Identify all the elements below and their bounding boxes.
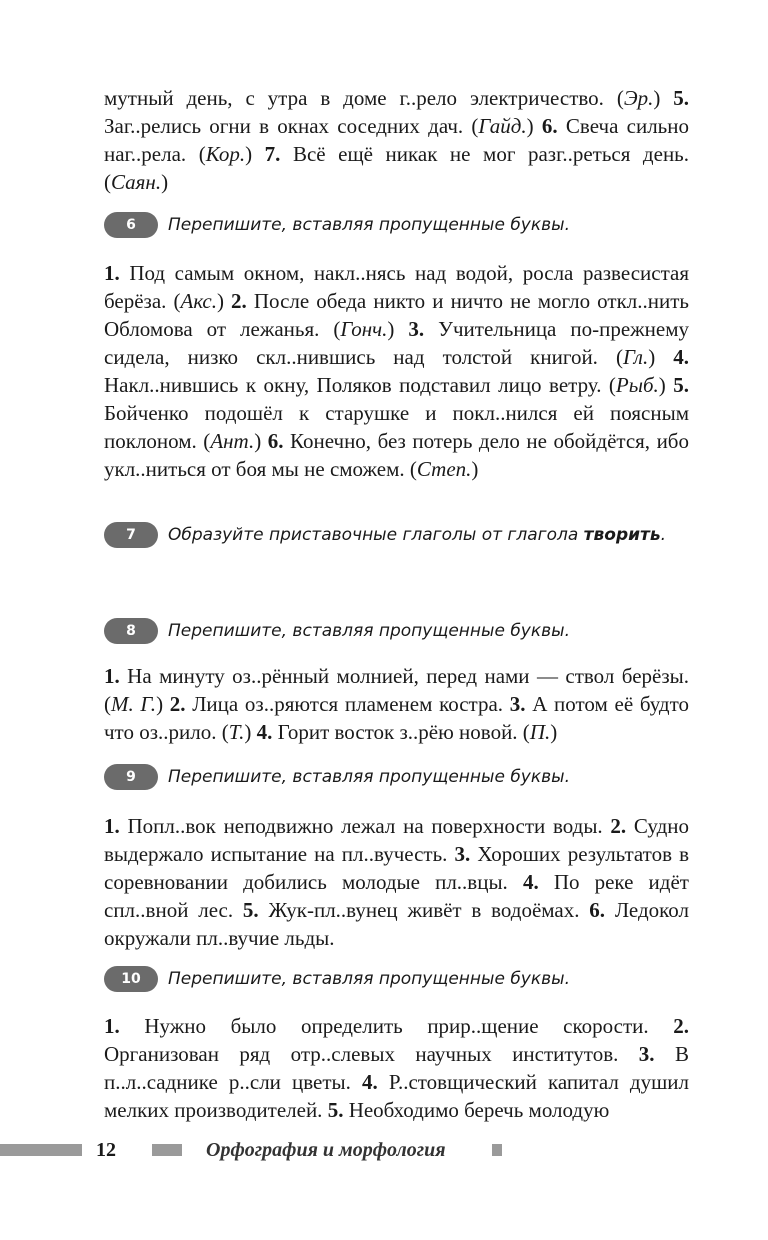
task-10-exercise-text: 1. Нужно было определить прир..щение скорости. 2. Организован ряд отр..слевых научных институтов. 3. В п..л..саднике р..сли цветы. 4. Р..стовщический капитал душил мелких производителей. 5. Необходимо беречь молодую [104,1014,689,1122]
task-instruction: Перепишите, вставляя пропущенные буквы. [168,621,570,641]
page-number: 12 [96,1139,116,1161]
task-instruction: Перепишите, вставляя пропущенные буквы. [168,969,570,989]
task-number-badge: 8 [104,618,158,644]
footer-decorative-bar [492,1144,502,1156]
task-number-badge: 7 [104,522,158,548]
section-title: Орфография и морфология [206,1139,446,1161]
task-10-header [104,966,704,993]
footer-decorative-bar [0,1144,82,1156]
task-6-header [104,212,704,239]
task-9-exercise-text: 1. Попл..вок неподвижно лежал на поверхности воды. 2. Судно выдержало испытание на пл..вучесть. 3. Хороших результатов в соревновании добились молодые пл..вцы. 4. По реке идёт спл..вной лес. 5. Жук-пл..вунец живёт в водоёмах. 6. Ледокол окружали пл..вучие льды. [104,814,690,950]
task-number-badge: 10 [104,966,158,992]
task-8-header [104,618,704,645]
task-number-badge: 6 [104,212,158,238]
task-number-badge: 9 [104,764,158,790]
page-footer [0,1138,768,1162]
task-6-exercise-text: 1. Под самым окном, накл..нясь над водой, росла развесистая берёза. (Акс.) 2. После обеда никто и ничто не могло откл..нить Обломова от лежанья. (Гонч.) 3. Учительница по-прежнему сидела, низко скл..нившись над толстой книгой. (Гл.) 4. Накл..нившись к окну, Поляков подставил лицо ветру. (Рыб.) 5. Бойченко подошёл к старушке и покл..нился ей поясным поклоном. (Ант.) 6. Конечно, без потерь дело не обойдётся, ибо укл..ниться от боя мы не сможем. (Степ.) [104,261,690,481]
footer-decorative-bar [152,1144,182,1156]
task-9-header [104,764,704,791]
task-instruction: Образуйте приставочные глаголы от глагола творить. [168,525,667,545]
task-8-exercise-text: 1. На минуту оз..рённый молнией, перед нами — ствол берёзы. (М. Г.) 2. Лица оз..ряются пламенем костра. 3. А потом её будто что оз..рило. (Т.) 4. Горит восток з..рёю новой. (П.) [104,664,689,744]
task-instruction: Перепишите, вставляя пропущенные буквы. [168,767,570,787]
continued-exercise-text: мутный день, с утра в доме г..рело электричество. (Эр.) 5. Заг..релись огни в окнах соседних дач. (Гайд.) 6. Свеча сильно наг..рела. (Кор.) 7. Всё ещё никак не мог разг..реться день. (Саян.) [104,86,690,194]
task-7-header [104,522,692,549]
task-instruction: Перепишите, вставляя пропущенные буквы. [168,215,570,235]
